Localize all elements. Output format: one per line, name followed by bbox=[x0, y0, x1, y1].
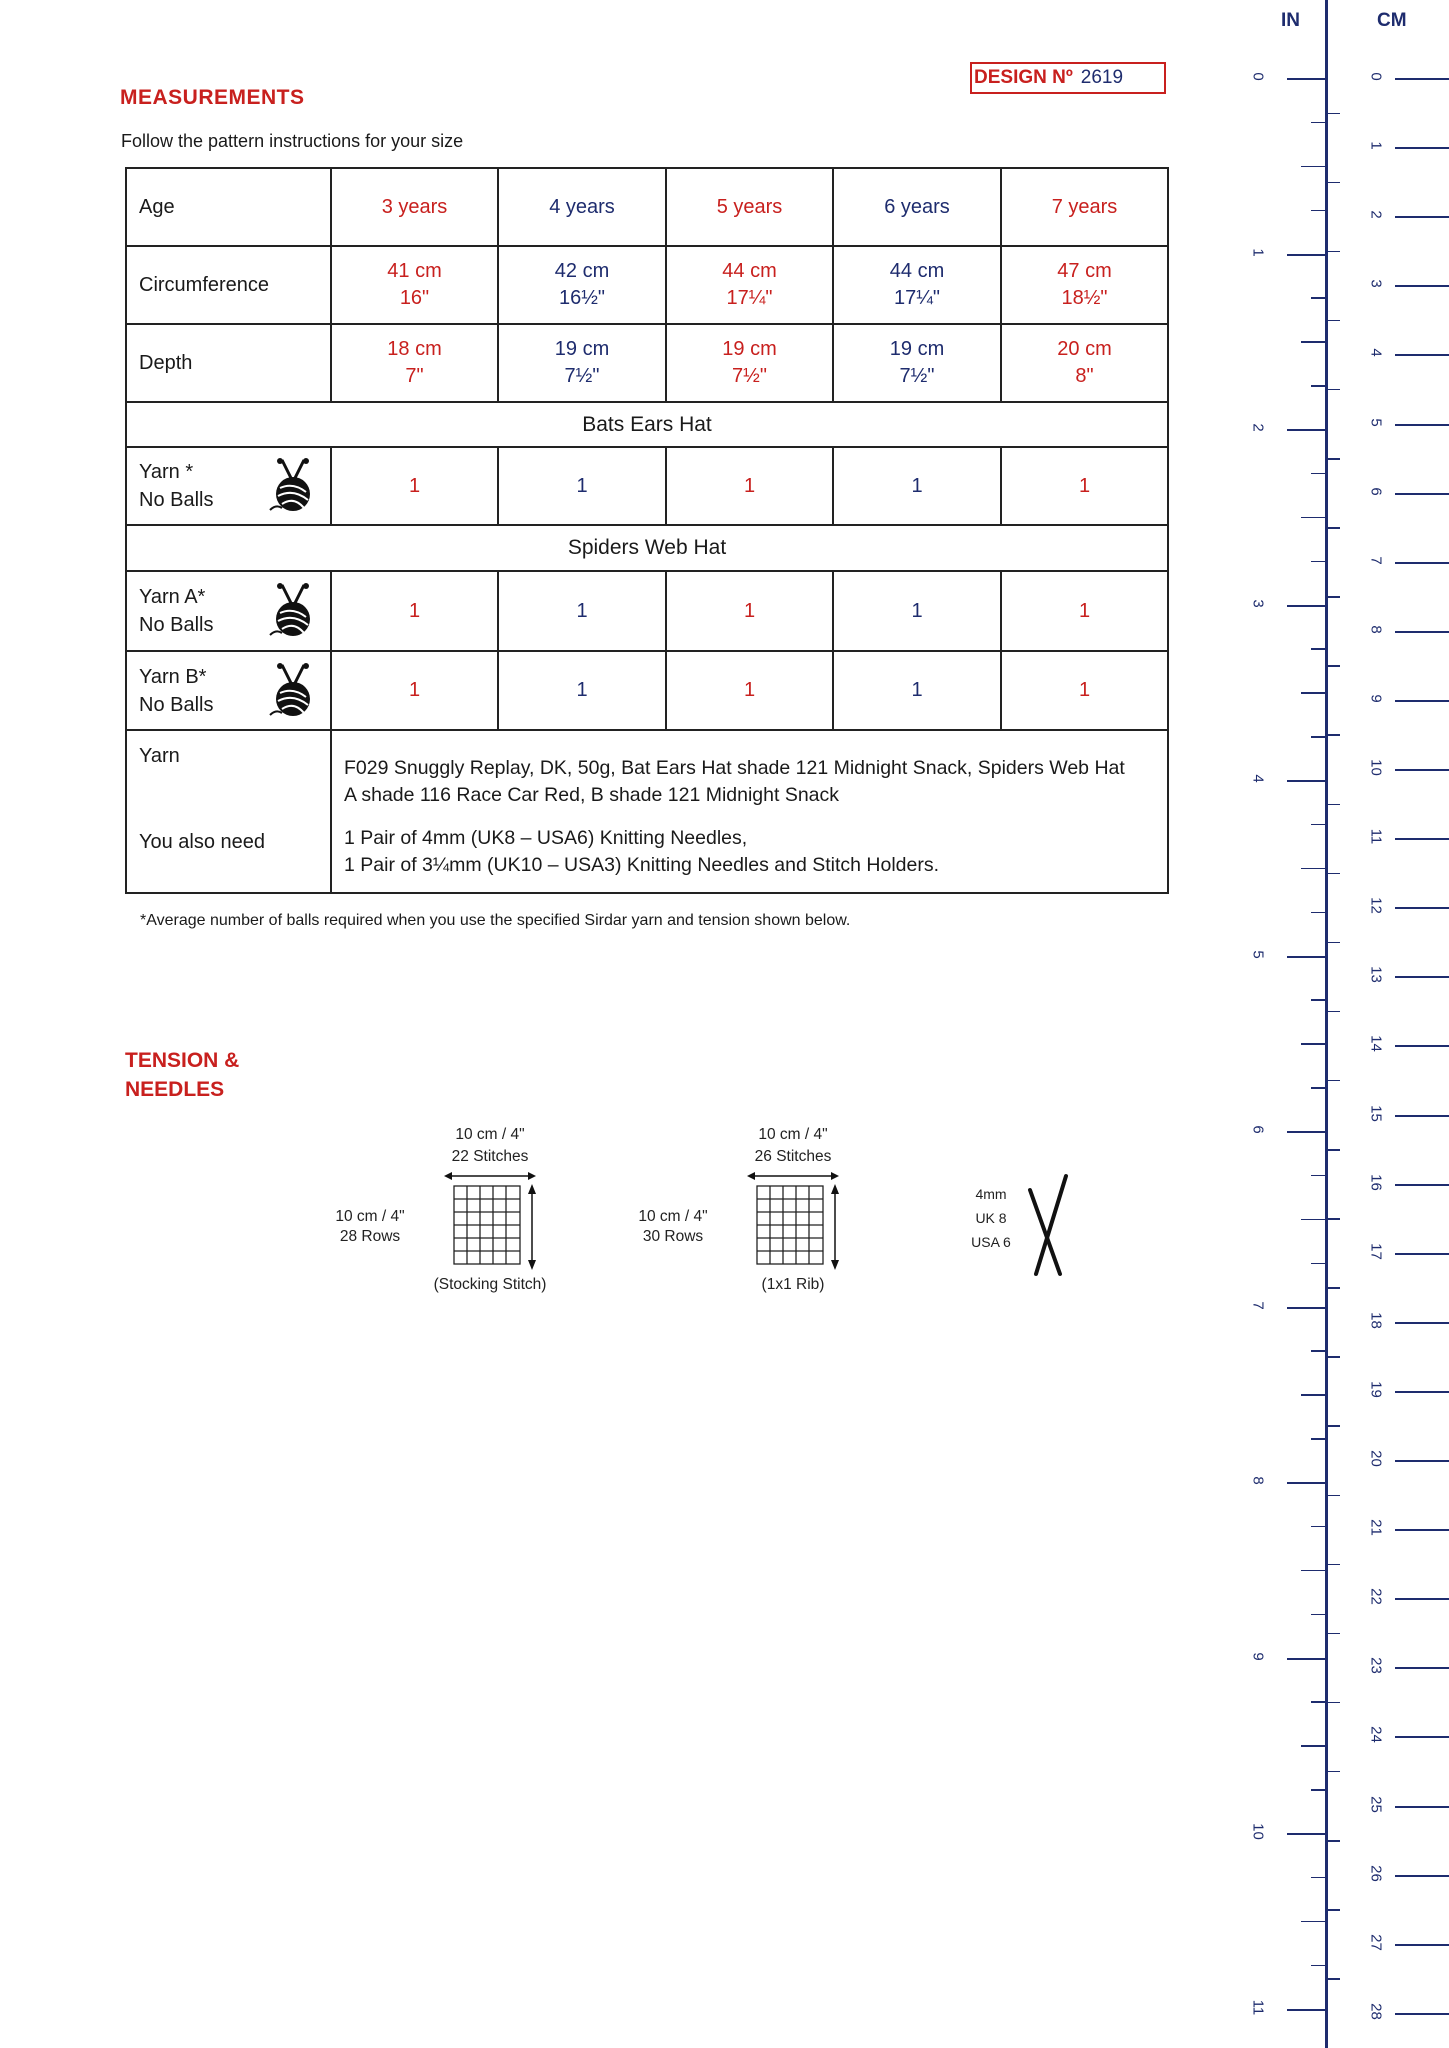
ball-count: 1 bbox=[833, 571, 1001, 651]
cm-number: 14 bbox=[1367, 1035, 1385, 1053]
cm-number: 15 bbox=[1367, 1104, 1385, 1122]
cm-half-tick bbox=[1328, 1287, 1340, 1289]
no-balls-label: No Balls bbox=[139, 614, 214, 636]
square-caption: (Stocking Stitch) bbox=[433, 1276, 547, 1293]
inch-tick bbox=[1287, 780, 1325, 782]
cm-number: 16 bbox=[1367, 1173, 1385, 1191]
square-rows-label: 30 Rows bbox=[642, 1228, 704, 1245]
circumference-row bbox=[126, 246, 1168, 324]
depth-value bbox=[498, 324, 666, 402]
in-value: 7½" bbox=[732, 365, 767, 387]
ball-count: 1 bbox=[1001, 571, 1168, 651]
cm-tick bbox=[1395, 1045, 1449, 1047]
cm-tick bbox=[1395, 216, 1449, 218]
circumference-label: Circumference bbox=[126, 246, 331, 324]
age-row bbox=[126, 168, 1168, 246]
cm-half-tick bbox=[1328, 113, 1340, 115]
circumference-value bbox=[498, 246, 666, 324]
yarn-label: Yarn * bbox=[139, 461, 194, 483]
yarn-label-cell bbox=[126, 447, 331, 525]
inch-tick bbox=[1287, 254, 1325, 256]
yarn-a-row bbox=[126, 571, 1168, 651]
cm-tick bbox=[1395, 631, 1449, 633]
inch-tick bbox=[1287, 1307, 1325, 1309]
cm-value: 44 cm bbox=[889, 260, 945, 282]
cm-half-tick bbox=[1328, 1149, 1340, 1151]
square-height-label: 10 cm / 4" bbox=[638, 1208, 708, 1225]
cm-number: 23 bbox=[1367, 1657, 1385, 1675]
in-value: 18½" bbox=[1061, 287, 1108, 309]
cm-value: 19 cm bbox=[889, 338, 945, 360]
no-balls-label: No Balls bbox=[139, 693, 214, 716]
cm-tick bbox=[1395, 1944, 1449, 1946]
cm-number: 1 bbox=[1367, 141, 1385, 150]
inch-subtick bbox=[1311, 1965, 1325, 1967]
cm-tick bbox=[1395, 1460, 1449, 1462]
cm-half-tick bbox=[1328, 1356, 1340, 1358]
design-number-box bbox=[970, 62, 1166, 94]
inch-tick bbox=[1287, 1131, 1325, 1133]
inch-number: 7 bbox=[1249, 1300, 1267, 1310]
inch-subtick bbox=[1301, 1219, 1325, 1221]
cm-half-tick bbox=[1328, 1495, 1340, 1497]
cm-number: 18 bbox=[1367, 1311, 1385, 1329]
circumference-value bbox=[666, 246, 833, 324]
inch-subtick bbox=[1311, 1438, 1325, 1440]
measurements-table bbox=[125, 167, 1169, 894]
cm-number: 8 bbox=[1367, 625, 1385, 634]
inch-subtick bbox=[1311, 1789, 1325, 1791]
inch-tick bbox=[1287, 78, 1325, 80]
ball-count: 1 bbox=[498, 571, 666, 651]
no-balls-label: No Balls bbox=[139, 489, 214, 511]
needle-uk: UK 8 bbox=[975, 1210, 1007, 1226]
circumference-value bbox=[833, 246, 1001, 324]
cm-half-tick bbox=[1328, 1011, 1340, 1013]
ball-count: 1 bbox=[833, 651, 1001, 730]
needles-line: 1 Pair of 3¼mm (UK10 – USA3) Knitting Needles and Stitch Holders. bbox=[344, 854, 940, 876]
cm-value: 47 cm bbox=[1057, 260, 1112, 282]
ruler bbox=[1245, 0, 1449, 2048]
section-row bbox=[126, 402, 1168, 447]
cm-value: 18 cm bbox=[387, 338, 442, 360]
cm-tick bbox=[1395, 1391, 1449, 1393]
tension-grid-icon bbox=[743, 1170, 843, 1270]
needle-usa: USA 6 bbox=[971, 1234, 1011, 1250]
yarn-info-text bbox=[331, 730, 1168, 893]
inch-subtick bbox=[1301, 1745, 1325, 1747]
age-value: 5 years bbox=[666, 168, 833, 246]
also-need-label: You also need bbox=[139, 831, 266, 853]
stocking-stitch-tension bbox=[330, 1126, 610, 1306]
inch-subtick bbox=[1311, 210, 1325, 212]
cm-tick bbox=[1395, 769, 1449, 771]
cm-number: 9 bbox=[1367, 694, 1385, 703]
cm-value: 44 cm bbox=[722, 260, 777, 282]
yarn-info-row bbox=[126, 730, 1168, 893]
also-need-description bbox=[332, 825, 1167, 879]
cm-half-tick bbox=[1328, 251, 1340, 253]
ball-count: 1 bbox=[331, 651, 498, 730]
cm-tick bbox=[1395, 147, 1449, 149]
in-value: 7½" bbox=[899, 365, 935, 387]
inch-subtick bbox=[1311, 122, 1325, 124]
inch-subtick bbox=[1301, 1394, 1325, 1396]
cm-tick bbox=[1395, 562, 1449, 564]
inch-tick bbox=[1287, 1482, 1325, 1484]
inch-tick bbox=[1287, 605, 1325, 607]
inch-subtick bbox=[1301, 692, 1325, 694]
depth-label: Depth bbox=[126, 324, 331, 402]
rib-tension bbox=[633, 1126, 913, 1306]
ball-count: 1 bbox=[498, 651, 666, 730]
cm-number: 3 bbox=[1367, 279, 1385, 288]
square-width-label: 10 cm / 4" bbox=[758, 1126, 828, 1143]
inch-subtick bbox=[1311, 561, 1325, 563]
cm-half-tick bbox=[1328, 942, 1340, 944]
cm-half-tick bbox=[1328, 1080, 1340, 1082]
ball-count: 1 bbox=[1001, 447, 1168, 525]
cm-half-tick bbox=[1328, 389, 1340, 391]
ball-count: 1 bbox=[331, 447, 498, 525]
inch-number: 10 bbox=[1249, 1823, 1267, 1840]
cm-number: 25 bbox=[1367, 1795, 1385, 1813]
ball-count: 1 bbox=[666, 571, 833, 651]
cm-tick bbox=[1395, 1875, 1449, 1877]
inch-number: 2 bbox=[1249, 423, 1267, 432]
inch-subtick bbox=[1301, 1921, 1325, 1923]
cm-half-tick bbox=[1328, 1978, 1340, 1980]
inch-subtick bbox=[1311, 1701, 1325, 1703]
inch-tick bbox=[1287, 429, 1325, 431]
inch-subtick bbox=[1311, 1263, 1325, 1265]
square-stitches-label: 22 Stitches bbox=[451, 1148, 529, 1165]
in-value: 8" bbox=[1075, 365, 1094, 387]
square-width-label: 10 cm / 4" bbox=[455, 1126, 525, 1143]
cm-tick bbox=[1395, 1667, 1449, 1669]
tension-heading-line: NEEDLES bbox=[125, 1078, 225, 1101]
inch-subtick bbox=[1311, 385, 1325, 387]
inch-subtick bbox=[1311, 824, 1325, 826]
cm-number: 20 bbox=[1367, 1450, 1385, 1467]
cm-number: 13 bbox=[1367, 966, 1385, 984]
cm-number: 6 bbox=[1367, 486, 1385, 496]
cm-number: 17 bbox=[1367, 1242, 1385, 1260]
age-label: Age bbox=[126, 168, 331, 246]
spiders-web-hat-heading: Spiders Web Hat bbox=[126, 525, 1168, 571]
inch-subtick bbox=[1301, 517, 1325, 519]
ball-count: 1 bbox=[331, 571, 498, 651]
cm-number: 2 bbox=[1367, 210, 1385, 219]
inch-number: 4 bbox=[1249, 774, 1267, 783]
depth-row bbox=[126, 324, 1168, 402]
inch-subtick bbox=[1311, 1087, 1325, 1089]
inch-subtick bbox=[1311, 999, 1325, 1001]
age-value: 4 years bbox=[498, 168, 666, 246]
square-caption: (1x1 Rib) bbox=[761, 1276, 825, 1293]
cm-tick bbox=[1395, 354, 1449, 356]
cm-half-tick bbox=[1328, 804, 1340, 806]
yarn-ball-icon bbox=[268, 458, 318, 514]
cm-half-tick bbox=[1328, 1840, 1340, 1842]
inch-number: 0 bbox=[1249, 72, 1267, 81]
inch-subtick bbox=[1301, 1570, 1325, 1572]
cm-tick bbox=[1395, 424, 1449, 426]
in-value: 7" bbox=[405, 365, 424, 387]
cm-number: 26 bbox=[1367, 1864, 1385, 1882]
depth-value bbox=[833, 324, 1001, 402]
depth-value bbox=[331, 324, 498, 402]
ball-count: 1 bbox=[666, 447, 833, 525]
in-value: 17¼" bbox=[893, 287, 941, 309]
inch-subtick bbox=[1301, 166, 1325, 168]
design-number: 2619 bbox=[1080, 67, 1124, 88]
cm-half-tick bbox=[1328, 1564, 1340, 1566]
in-value: 7½" bbox=[564, 365, 600, 387]
yarn-row bbox=[126, 447, 1168, 525]
inch-subtick bbox=[1311, 1350, 1325, 1352]
yarn-ball-icon bbox=[268, 663, 318, 719]
cm-tick bbox=[1395, 78, 1449, 80]
in-value: 17¼" bbox=[726, 287, 773, 309]
cm-unit-label: CM bbox=[1377, 10, 1407, 31]
tension-heading-line: TENSION & bbox=[125, 1049, 240, 1072]
inch-number: 5 bbox=[1249, 949, 1267, 959]
square-rows-label: 28 Rows bbox=[339, 1228, 401, 1245]
inch-subtick bbox=[1311, 1175, 1325, 1177]
yarn-a-label-cell bbox=[126, 571, 331, 651]
yarn-b-label-cell bbox=[126, 651, 331, 730]
yarn-ball-icon bbox=[268, 583, 318, 639]
cm-half-tick bbox=[1328, 734, 1340, 736]
cm-half-tick bbox=[1328, 1771, 1340, 1773]
cm-number: 21 bbox=[1367, 1519, 1385, 1536]
yarn-b-label: Yarn B* bbox=[139, 665, 207, 688]
inch-tick bbox=[1287, 2009, 1325, 2011]
inch-number: 11 bbox=[1249, 1999, 1267, 2015]
cm-number: 27 bbox=[1367, 1933, 1385, 1951]
inch-subtick bbox=[1311, 1526, 1325, 1528]
cm-tick bbox=[1395, 1115, 1449, 1117]
cm-half-tick bbox=[1328, 1218, 1340, 1220]
inch-tick bbox=[1287, 1833, 1325, 1835]
inch-subtick bbox=[1301, 868, 1325, 870]
tension-grid-icon bbox=[440, 1170, 540, 1270]
footnote: *Average number of balls required when you use the specified Sirdar yarn and tension shown below. bbox=[140, 912, 851, 929]
cm-number: 22 bbox=[1367, 1588, 1385, 1606]
inch-number: 9 bbox=[1249, 1651, 1267, 1661]
inch-number: 8 bbox=[1249, 1476, 1267, 1485]
depth-value bbox=[1001, 324, 1168, 402]
inch-subtick bbox=[1311, 1877, 1325, 1879]
inch-number: 3 bbox=[1249, 598, 1267, 608]
ball-count: 1 bbox=[1001, 651, 1168, 730]
cm-tick bbox=[1395, 1322, 1449, 1324]
square-stitches-label: 26 Stitches bbox=[754, 1148, 832, 1165]
cm-value: 41 cm bbox=[387, 260, 442, 282]
inch-number: 6 bbox=[1249, 1125, 1267, 1134]
inch-number: 1 bbox=[1249, 247, 1267, 257]
cm-value: 20 cm bbox=[1057, 338, 1112, 360]
cm-value: 42 cm bbox=[554, 260, 610, 282]
cm-half-tick bbox=[1328, 596, 1340, 598]
needle-size-block bbox=[960, 1170, 1080, 1280]
cm-half-tick bbox=[1328, 320, 1340, 322]
inch-unit-label: IN bbox=[1281, 10, 1300, 31]
cm-half-tick bbox=[1328, 1425, 1340, 1427]
cm-number: 10 bbox=[1367, 759, 1385, 776]
ruler-divider bbox=[1325, 0, 1328, 2048]
cm-half-tick bbox=[1328, 182, 1340, 184]
inch-subtick bbox=[1311, 1614, 1325, 1616]
yarn-info-labels bbox=[126, 730, 331, 893]
inch-tick bbox=[1287, 956, 1325, 958]
cm-number: 19 bbox=[1367, 1381, 1385, 1398]
cm-half-tick bbox=[1328, 1633, 1340, 1635]
tension-heading bbox=[125, 1046, 239, 1104]
section-row bbox=[126, 525, 1168, 571]
inch-tick bbox=[1287, 1658, 1325, 1660]
in-value: 16½" bbox=[558, 287, 606, 309]
cm-half-tick bbox=[1328, 527, 1340, 529]
cm-half-tick bbox=[1328, 873, 1340, 875]
cm-half-tick bbox=[1328, 1702, 1340, 1704]
age-value: 6 years bbox=[833, 168, 1001, 246]
inch-subtick bbox=[1311, 912, 1325, 914]
cm-tick bbox=[1395, 1806, 1449, 1808]
cm-number: 7 bbox=[1367, 556, 1385, 565]
cm-tick bbox=[1395, 1598, 1449, 1600]
cm-half-tick bbox=[1328, 1909, 1340, 1911]
cm-number: 0 bbox=[1367, 72, 1385, 81]
bats-ears-hat-heading: Bats Ears Hat bbox=[126, 402, 1168, 447]
cm-number: 28 bbox=[1367, 2002, 1385, 2020]
cm-tick bbox=[1395, 2013, 1449, 2015]
design-label: DESIGN Nº bbox=[974, 67, 1073, 88]
cm-number: 4 bbox=[1367, 348, 1385, 358]
yarn-b-row bbox=[126, 651, 1168, 730]
cm-value: 19 cm bbox=[722, 338, 777, 360]
cm-tick bbox=[1395, 976, 1449, 978]
inch-subtick bbox=[1311, 648, 1325, 650]
inch-subtick bbox=[1301, 341, 1325, 343]
cm-number: 12 bbox=[1367, 897, 1385, 915]
cm-tick bbox=[1395, 1253, 1449, 1255]
cm-tick bbox=[1395, 907, 1449, 909]
in-value: 16" bbox=[399, 287, 430, 309]
cm-half-tick bbox=[1328, 665, 1340, 667]
cm-tick bbox=[1395, 838, 1449, 840]
depth-value bbox=[666, 324, 833, 402]
cm-value: 19 cm bbox=[554, 338, 610, 360]
cm-tick bbox=[1395, 700, 1449, 702]
square-height-label: 10 cm / 4" bbox=[335, 1208, 405, 1225]
yarn-a-label: Yarn A* bbox=[139, 586, 206, 608]
cm-tick bbox=[1395, 1529, 1449, 1531]
inch-subtick bbox=[1301, 1043, 1325, 1045]
circumference-value bbox=[331, 246, 498, 324]
cm-number: 5 bbox=[1367, 417, 1385, 427]
cm-number: 24 bbox=[1367, 1726, 1385, 1744]
cm-number: 11 bbox=[1367, 828, 1385, 845]
inch-subtick bbox=[1311, 736, 1325, 738]
yarn-description bbox=[332, 755, 1167, 809]
measurements-subtitle: Follow the pattern instructions for your size bbox=[121, 131, 464, 151]
age-value: 7 years bbox=[1001, 168, 1168, 246]
yarn-line: F029 Snuggly Replay, DK, 50g, Bat Ears Hat shade 121 Midnight Snack, Spiders Web Hat bbox=[344, 757, 1125, 779]
cm-tick bbox=[1395, 285, 1449, 287]
age-value: 3 years bbox=[331, 168, 498, 246]
inch-subtick bbox=[1311, 473, 1325, 475]
yarn-info-label: Yarn bbox=[139, 745, 180, 767]
yarn-line: A shade 116 Race Car Red, B shade 121 Midnight Snack bbox=[344, 784, 840, 806]
needles-line: 1 Pair of 4mm (UK8 – USA6) Knitting Needles, bbox=[344, 827, 748, 849]
cm-tick bbox=[1395, 1736, 1449, 1738]
needle-size: 4mm bbox=[975, 1186, 1007, 1202]
inch-subtick bbox=[1311, 297, 1325, 299]
cm-tick bbox=[1395, 493, 1449, 495]
cm-tick bbox=[1395, 1184, 1449, 1186]
circumference-value bbox=[1001, 246, 1168, 324]
knitting-needles-icon bbox=[1020, 1170, 1080, 1280]
ball-count: 1 bbox=[498, 447, 666, 525]
measurements-heading: MEASUREMENTS bbox=[120, 86, 305, 109]
cm-half-tick bbox=[1328, 458, 1340, 460]
ball-count: 1 bbox=[666, 651, 833, 730]
ball-count: 1 bbox=[833, 447, 1001, 525]
